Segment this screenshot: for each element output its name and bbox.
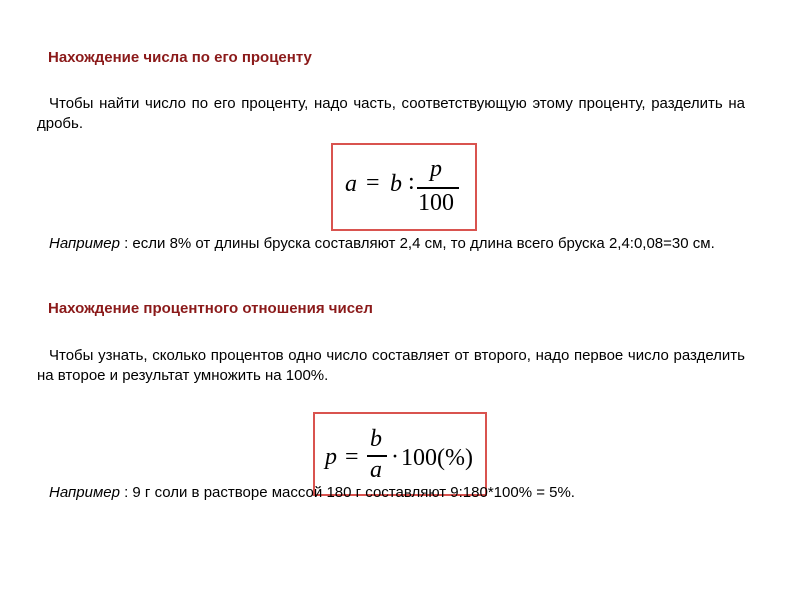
formula-number-by-percent: [331, 143, 477, 231]
formula1-denominator: 100: [418, 190, 454, 216]
section2-example-label: Например: [49, 484, 120, 501]
section1-heading: Нахождение числа по его проценту: [48, 49, 312, 66]
section2-heading: Нахождение процентного отношения чисел: [48, 300, 373, 317]
section1-example: [37, 234, 745, 254]
section1-example-label: Например: [49, 235, 120, 252]
formula1-colon: :: [408, 169, 415, 195]
section2-rule: [37, 346, 745, 386]
formula2-eq: =: [345, 444, 359, 470]
section1-example-text: : если 8% от длины бруска составляют 2,4 см, то длина всего бруска 2,4:0,08=30 см.: [119, 235, 715, 252]
formula1-a: a: [345, 171, 357, 197]
section2-example-text: : 9 г соли в растворе массой 180 г составляют 9:180*100% = 5%.: [119, 484, 575, 501]
formula2-numerator: b: [370, 426, 382, 452]
formula2-dot: ·: [391, 444, 399, 470]
formula1-b: b: [390, 171, 402, 197]
formula2-tail: 100(%): [401, 445, 473, 471]
section1-rule: [37, 94, 745, 134]
formula1-fraction-bar: [417, 187, 459, 189]
formula2-p: p: [325, 444, 337, 470]
formula2-denominator: a: [370, 457, 382, 483]
section1-rule-text: Чтобы найти число по его проценту, надо часть, соответствующую этому проценту, разделить на дробь.: [37, 95, 745, 132]
formula1-eq: =: [366, 170, 380, 196]
section2-rule-text: Чтобы узнать, сколько процентов одно число составляет от второго, надо первое число разделить на второе и результат умножить на 100%.: [37, 347, 745, 384]
formula1-numerator: p: [430, 156, 442, 182]
section2-example: [37, 483, 745, 503]
